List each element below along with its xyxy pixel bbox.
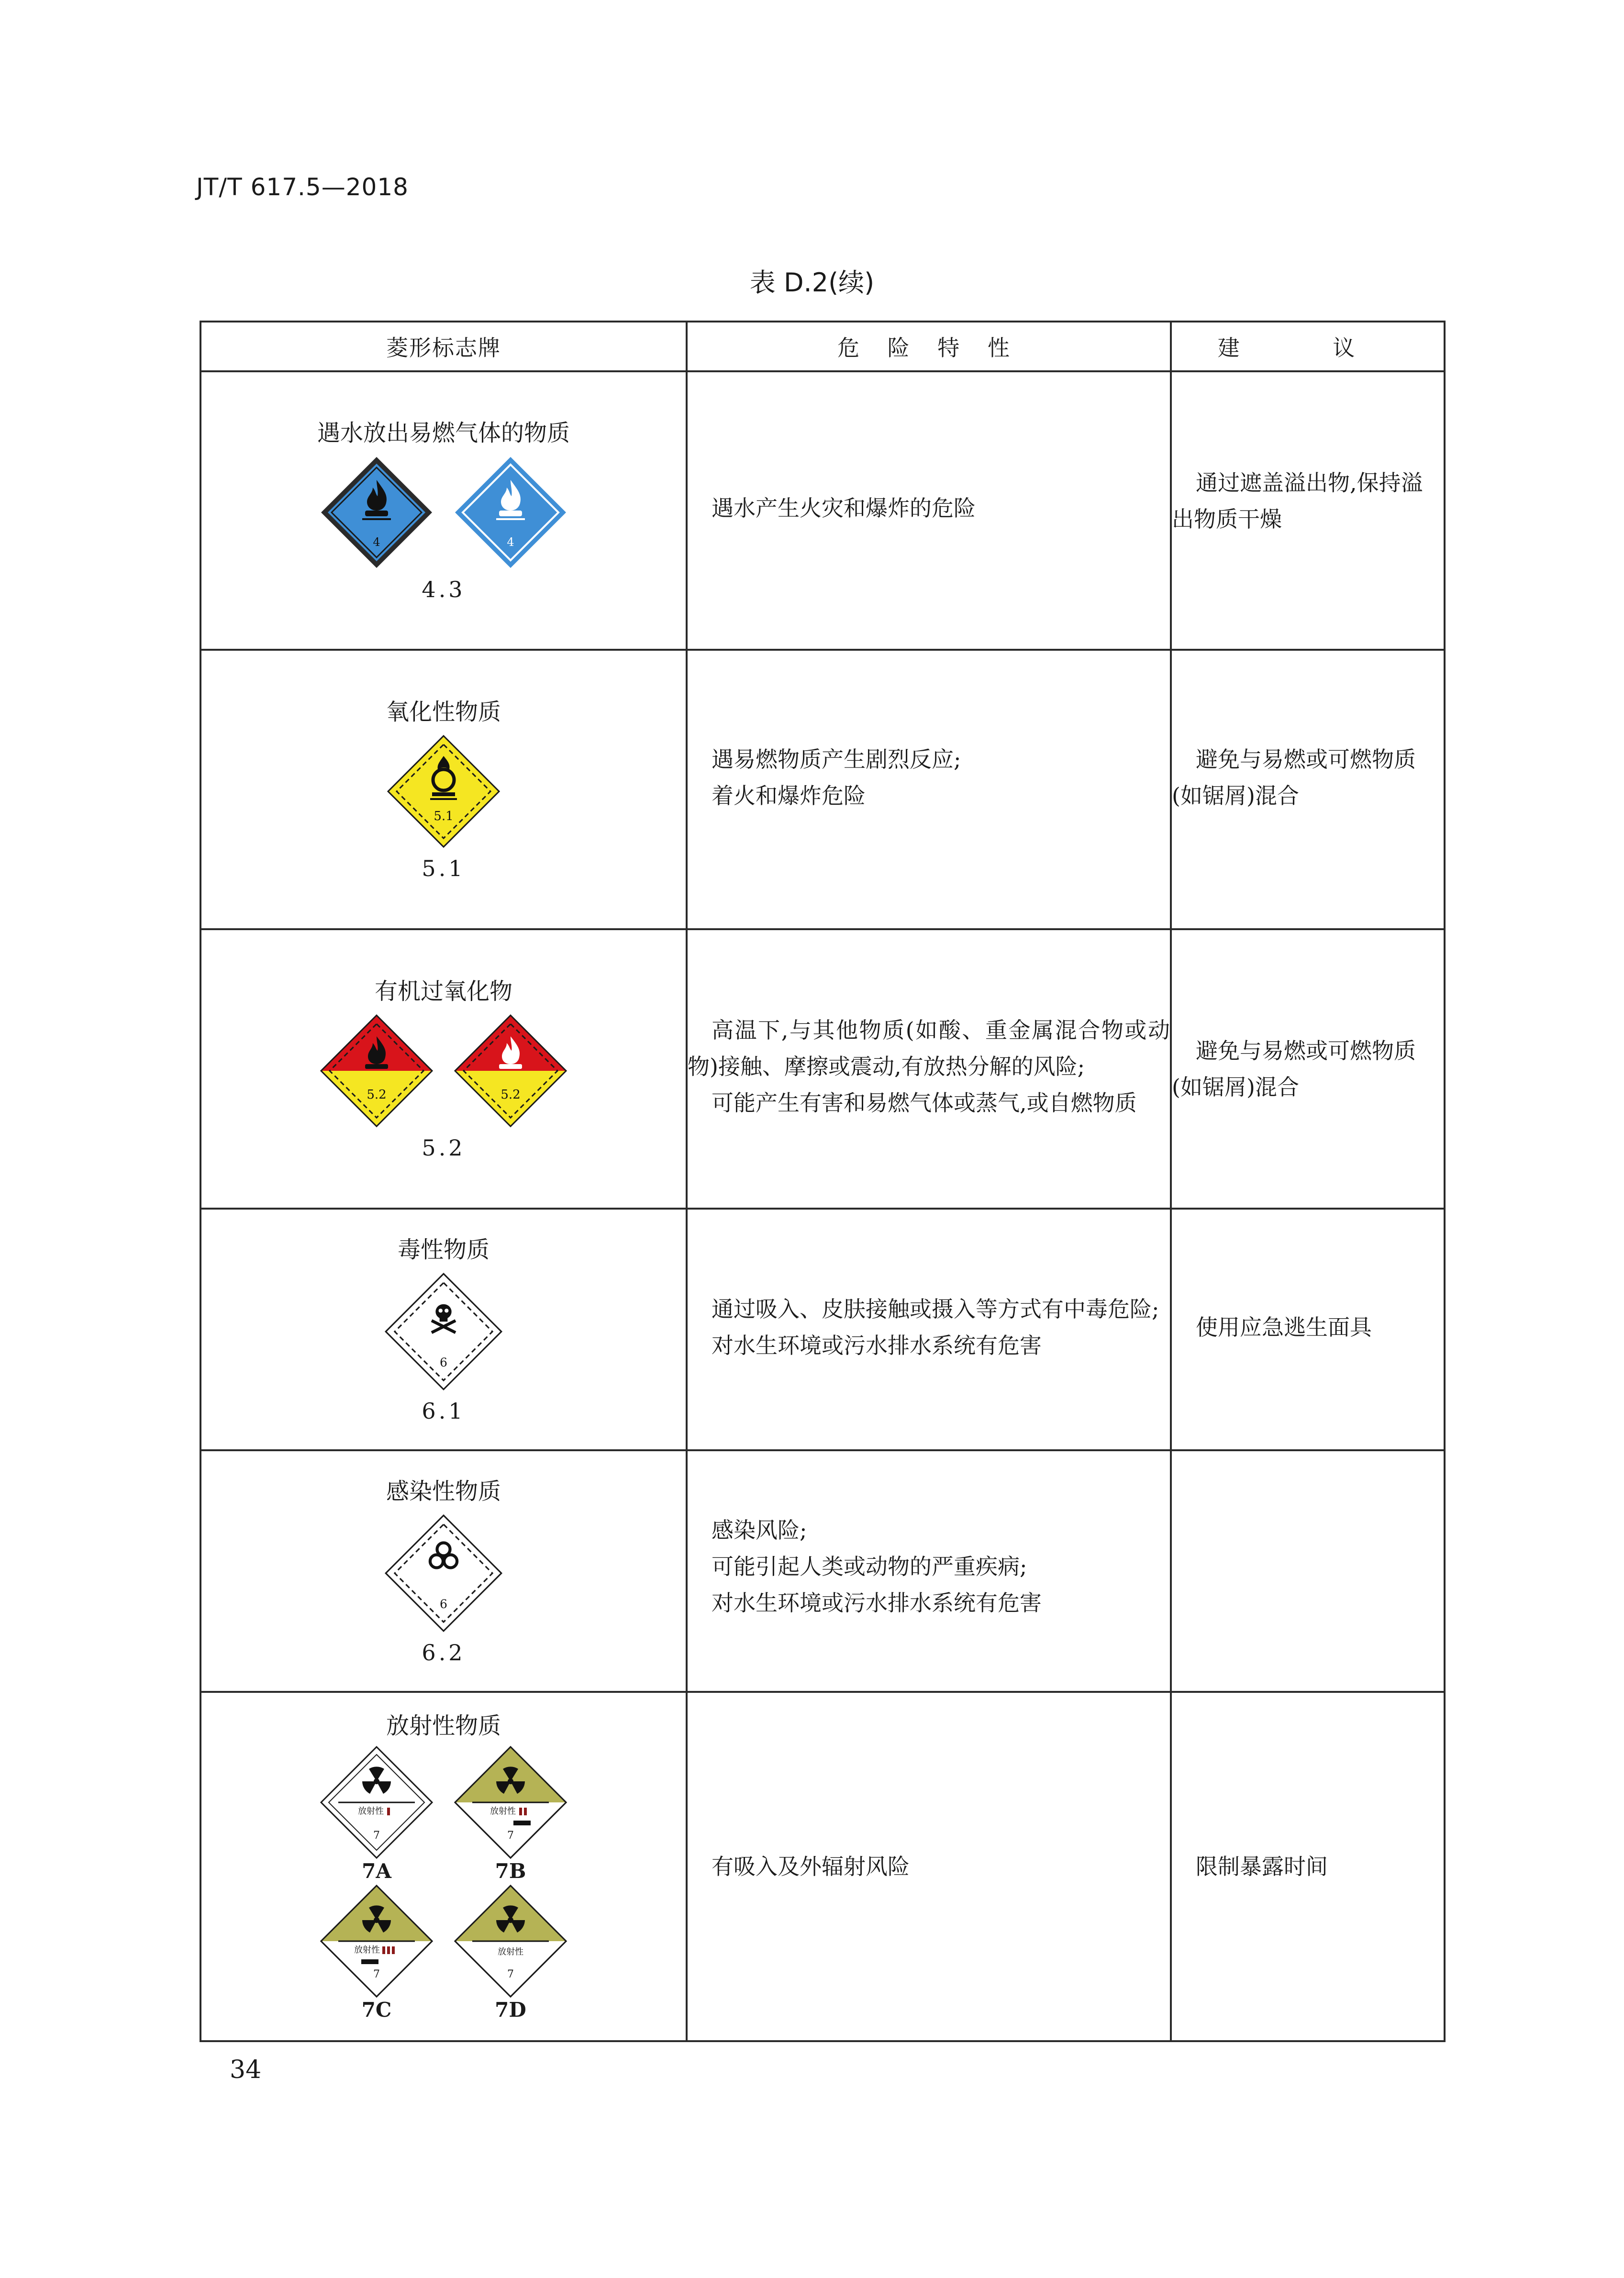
placard-group [201, 1013, 686, 1128]
sign-class: 5.1 [422, 856, 466, 881]
class61-toxic-skull-placard-icon [384, 1272, 503, 1391]
radiation-trefoil-olive-placard-icon [453, 1745, 568, 1860]
sign-name: 毒性物质 [397, 1236, 489, 1263]
advice-cell [1171, 1692, 1445, 2041]
advice-cell [1171, 929, 1445, 1209]
hazard-line: 感染风险; [712, 1517, 807, 1543]
table-row [200, 1692, 1445, 2041]
hazard-line: 对水生环境或污水排水系统有危害 [712, 1589, 1042, 1616]
radiation-trefoil-white-placard-icon [319, 1745, 434, 1860]
sign-cell [200, 1692, 687, 2041]
radioactive-placard-7a [314, 1745, 439, 1883]
hazard-line: 对水生环境或污水排水系统有危害 [712, 1332, 1042, 1358]
sign-name: 氧化性物质 [386, 699, 501, 725]
class4-blue-placard-white-symbol-icon [453, 455, 568, 570]
radioactive-label: 7B [495, 1859, 526, 1883]
radiation-trefoil-olive-placard-icon [453, 1884, 568, 1999]
radiation-trefoil-olive-placard-icon [319, 1884, 434, 1999]
advice-cell [1171, 650, 1445, 929]
svg-text:4: 4 [373, 535, 380, 549]
radioactive-placard-7b [448, 1745, 573, 1883]
svg-text:4: 4 [507, 535, 514, 549]
placard-group [201, 455, 686, 570]
svg-text:5.1: 5.1 [434, 809, 454, 823]
svg-text:7: 7 [373, 1830, 380, 1842]
advice-cell [1171, 371, 1445, 650]
sign-cell [200, 650, 687, 929]
sign-name: 感染性物质 [386, 1478, 501, 1505]
sign-cell [200, 1209, 687, 1450]
table-header-row [200, 322, 1445, 371]
radioactive-label: 7A [362, 1859, 391, 1883]
hazard-cell [687, 650, 1171, 929]
svg-text:放射性: 放射性 [490, 1806, 516, 1816]
radioactive-placard-7d [448, 1884, 573, 2022]
radioactive-placard-grid [201, 1745, 686, 2022]
hazard-line: 遇易燃物质产生剧烈反应; [712, 746, 961, 772]
table-row [200, 1450, 1445, 1692]
table-row [200, 371, 1445, 650]
class51-oxidizer-placard-icon [386, 734, 501, 849]
advice-line: 避免与易燃或可燃物质(如锯屑)混合 [1172, 746, 1416, 809]
class52-peroxide-placard-black-icon [319, 1013, 434, 1128]
column-header-sign: 菱形标志牌 [200, 322, 687, 371]
placard-group [201, 1272, 686, 1391]
hazard-cell [687, 1209, 1171, 1450]
svg-text:6: 6 [440, 1597, 447, 1611]
hazard-line: 可能产生有害和易燃气体或蒸气,或自燃物质 [712, 1090, 1137, 1116]
table-row [200, 1209, 1445, 1450]
sign-name: 遇水放出易燃气体的物质 [317, 420, 570, 446]
svg-text:放射性: 放射性 [358, 1806, 384, 1816]
hazard-line: 遇水产生火灾和爆炸的危险 [712, 495, 976, 521]
table-title: 表 D.2(续) [749, 267, 875, 298]
placard-group [201, 734, 686, 849]
table-row [200, 650, 1445, 929]
radioactive-placard-7c [314, 1884, 439, 2022]
svg-text:放射性: 放射性 [354, 1945, 380, 1955]
svg-text:7: 7 [507, 1968, 514, 1980]
table-row [200, 929, 1445, 1209]
sign-class: 4.3 [422, 577, 466, 602]
sign-cell [200, 371, 687, 650]
class52-peroxide-placard-white-icon [453, 1013, 568, 1128]
advice-cell [1171, 1209, 1445, 1450]
svg-text:7: 7 [507, 1830, 514, 1842]
page-number: 34 [230, 2056, 262, 2084]
placard-group [201, 1513, 686, 1633]
sign-class: 5.2 [422, 1135, 466, 1161]
hazard-line: 通过吸入、皮肤接触或摄入等方式有中毒危险; [712, 1296, 1159, 1322]
advice-line: 使用应急逃生面具 [1196, 1314, 1372, 1340]
svg-text:6: 6 [440, 1355, 447, 1369]
svg-text:7: 7 [373, 1968, 380, 1980]
column-header-advice: 建 议 [1171, 322, 1445, 371]
hazard-cell [687, 371, 1171, 650]
sign-name: 有机过氧化物 [374, 978, 512, 1005]
class4-blue-placard-icon [319, 455, 434, 570]
class62-biohazard-placard-icon [384, 1513, 503, 1633]
advice-line: 避免与易燃或可燃物质(如锯屑)混合 [1172, 1038, 1416, 1100]
hazard-line: 高温下,与其他物质(如酸、重金属混合物或动物)接触、摩擦或震动,有放热分解的风险; [688, 1017, 1170, 1079]
advice-line: 通过遮盖溢出物,保持溢出物质干燥 [1172, 470, 1423, 532]
hazard-line: 可能引起人类或动物的严重疾病; [712, 1553, 1027, 1579]
advice-cell [1171, 1450, 1445, 1692]
hazard-line: 有吸入及外辐射风险 [712, 1854, 910, 1879]
sign-name: 放射性物质 [386, 1712, 501, 1739]
sign-class: 6.1 [422, 1398, 466, 1424]
svg-text:放射性: 放射性 [498, 1947, 523, 1957]
hazard-table [200, 321, 1446, 2042]
hazard-line: 着火和爆炸危险 [712, 783, 866, 809]
advice-line: 限制暴露时间 [1196, 1854, 1328, 1879]
sign-cell [200, 929, 687, 1209]
hazard-cell [687, 929, 1171, 1209]
radioactive-label: 7C [361, 1998, 392, 2022]
radioactive-label: 7D [495, 1998, 526, 2022]
sign-cell [200, 1450, 687, 1692]
hazard-cell [687, 1450, 1171, 1692]
standard-code: JT/T 617.5—2018 [196, 173, 409, 201]
svg-text:5.2: 5.2 [501, 1088, 521, 1102]
column-header-hazard: 危 险 特 性 [687, 322, 1171, 371]
sign-class: 6.2 [422, 1639, 466, 1666]
hazard-cell [687, 1692, 1171, 2041]
svg-text:5.2: 5.2 [367, 1088, 387, 1102]
